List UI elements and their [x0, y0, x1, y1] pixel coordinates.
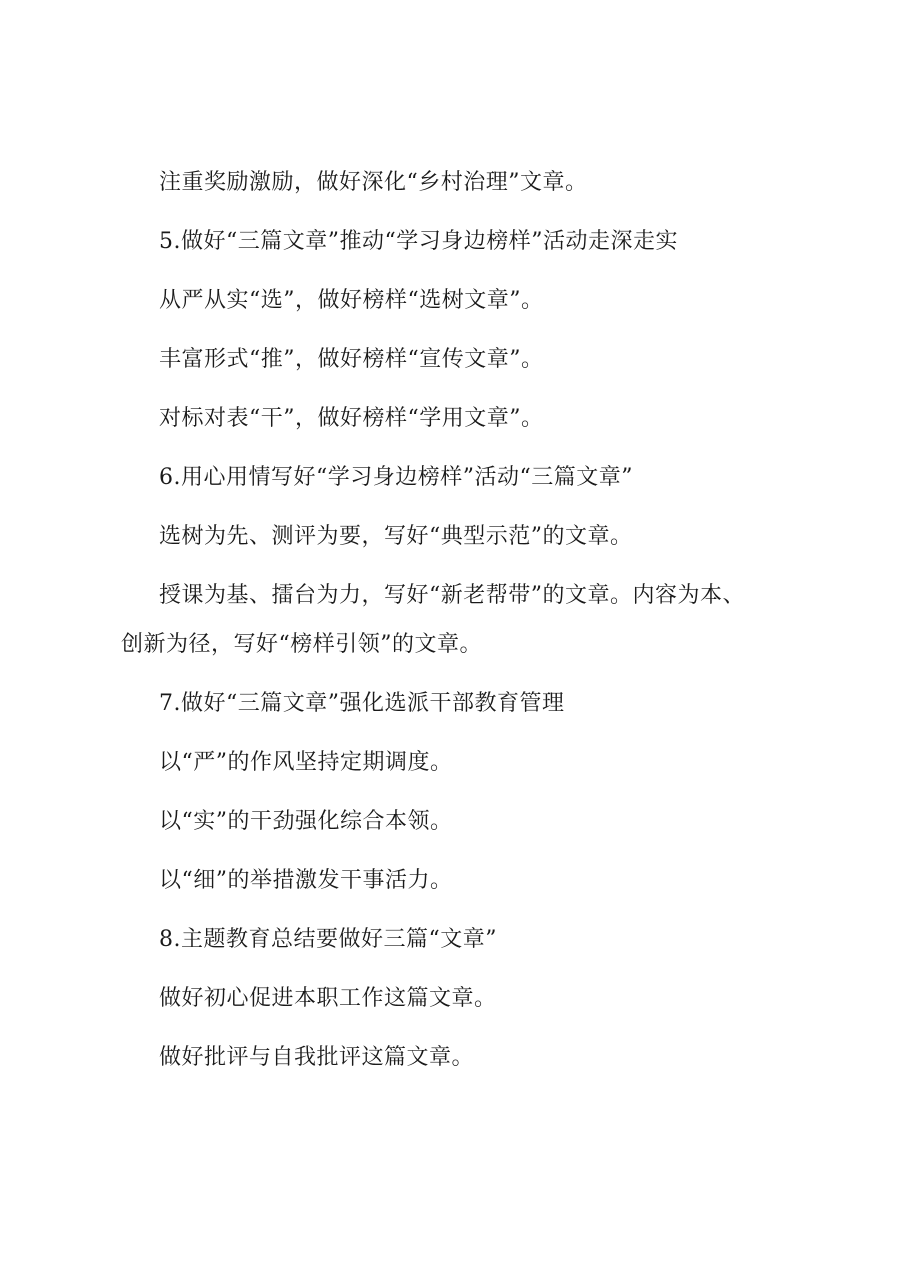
paragraph-original-aspiration: 做好初心促进本职工作这篇文章。	[159, 986, 497, 1011]
paragraph-criticism: 做好批评与自我批评这篇文章。	[159, 1045, 475, 1070]
paragraph-mentoring-line-1: 授课为基、擂台为力，写好“新老帮带”的文章。内容为本、	[159, 583, 745, 608]
heading-section-6: 6.用心用情写好“学习身边榜样”活动“三篇文章”	[159, 465, 633, 490]
paragraph-rural-governance: 注重奖励激励，做好深化“乡村治理”文章。	[159, 170, 588, 195]
heading-section-8: 8.主题教育总结要做好三篇“文章”	[159, 927, 497, 952]
paragraph-apply: 对标对表“干”，做好榜样“学用文章”。	[159, 406, 544, 431]
heading-section-7: 7.做好“三篇文章”强化选派干部教育管理	[159, 691, 565, 716]
paragraph-strict: 以“严”的作风坚持定期调度。	[159, 750, 453, 775]
paragraph-practical: 以“实”的干劲强化综合本领。	[159, 809, 453, 834]
paragraph-mentoring-line-2: 创新为径，写好“榜样引领”的文章。	[121, 632, 482, 657]
paragraph-detailed: 以“细”的举措激发干事活力。	[159, 868, 453, 893]
paragraph-promote: 丰富形式“推”，做好榜样“宣传文章”。	[159, 347, 544, 372]
heading-section-5: 5.做好“三篇文章”推动“学习身边榜样”活动走深走实	[159, 229, 678, 254]
paragraph-typical-example: 选树为先、测评为要，写好“典型示范”的文章。	[159, 524, 633, 549]
paragraph-select: 从严从实“选”，做好榜样“选树文章”。	[159, 288, 544, 313]
